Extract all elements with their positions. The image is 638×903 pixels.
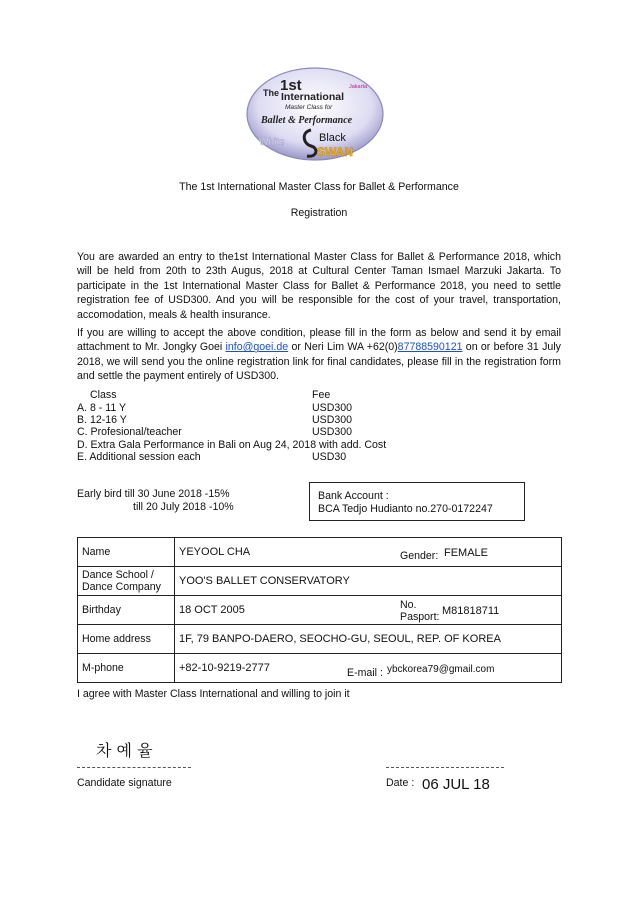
date-label: Date : [386,777,415,789]
date-value[interactable]: 06 JUL 18 [422,776,490,793]
candidate-signature-mark: 차 예 율 [96,741,153,760]
early-bird-line-2: till 20 July 2018 -10% [133,501,234,513]
logo-black: Black [319,132,346,144]
candidate-signature-label: Candidate signature [77,777,172,789]
form-row-name [78,538,562,567]
logo-white: White [259,137,285,148]
phone-label: M-phone [78,654,175,683]
email-value[interactable]: ybckorea79@gmail.com [387,664,495,675]
phone-cell [175,654,562,683]
form-row-address [78,625,562,654]
logo-swan: SWAN [317,145,353,159]
email-label: E-mail : [347,667,383,679]
logo-the: The [263,88,280,98]
instructions-text-3: on or before 31 July 2018, we will send you the online registration link for final candidates, please fill in the registration form and settle the payment entirely of USD300. [77,341,561,383]
address-label: Home address [78,625,175,654]
logo-city: Jakarta [349,84,368,90]
fee-row-class: B. 12-16 Y [77,414,127,426]
date-line [386,767,504,768]
fee-row-value: USD300 [312,402,353,414]
logo-ballet-performance: Ballet & Performance [261,115,353,126]
bank-account-details: BCA Tedjo Hudianto no.270-0172247 [318,503,493,515]
gender-label: Gender: [400,550,439,562]
fee-row-value: USD300 [312,426,353,438]
email-link[interactable]: info@goei.de [225,341,289,354]
instructions-paragraph [77,326,561,384]
birthday-label: Birthday [78,596,175,625]
fee-row-class: A. 8 - 11 Y [77,402,127,414]
form-row-birthday [78,596,562,625]
passport-value[interactable]: M81818711 [442,605,500,617]
fee-row-value: USD30 [312,451,347,463]
signature-line [77,767,191,768]
address-cell [175,625,562,654]
fee-row-class: E. Additional session each [77,451,201,463]
early-bird-line-1: Early bird till 30 June 2018 -15% [77,488,230,500]
school-cell [175,567,562,596]
instructions-text-2: or Neri Lim WA +62(0) [288,341,398,354]
passport-label: No. Pasport: [400,599,440,623]
bank-account-box [309,482,525,521]
agreement-text: I agree with Master Class International and willing to join it [77,688,350,700]
form-row-school [78,567,562,596]
bank-account-label: Bank Account : [318,490,389,502]
address-value[interactable]: 1F, 79 BANPO-DAERO, SEOCHO-GU, SEOUL, REP. OF KOREA [179,633,501,645]
instructions-text-1: If you are willing to accept the above condition, please fill in the form as below and send it by email attachment to Mr. Jongky Goei [77,327,561,354]
fee-row-value: USD300 [312,414,353,426]
fee-row-class: D. Extra Gala Performance in Bali on Aug 24, 2018 with add. Cost [77,439,387,451]
name-value[interactable]: YEYOOL CHA [179,546,251,558]
page-title: The 1st International Master Class for Ballet & Performance [179,181,459,193]
fee-row-class: C. Profesional/teacher [77,426,182,438]
school-label: Dance School / Dance Company [78,567,175,596]
birthday-cell [175,596,562,625]
registration-form [77,537,562,683]
logo-master-class: Master Class for [285,104,333,111]
logo-international: International [281,91,345,103]
event-logo [245,66,385,162]
page-subtitle: Registration [290,207,348,219]
logo-1st: 1st [280,77,302,94]
name-cell [175,538,562,567]
intro-paragraph: You are awarded an entry to the1st International Master Class for Ballet & Performance 2018, which will be held from 20th to 23th Augus, 2018 at Cultural Center Taman Ismael Marzuki Jakarta. To participate in the 1st International Master Class for Ballet & Performance 2018, you need to settle registration fee of USD300. And you will be responsible for the cost of your travel, transportation, accomodation, meals & health insurance. [77,251,561,321]
fee-header: Fee [312,389,331,401]
class-header: Class [90,389,117,401]
form-row-phone [78,654,562,683]
phone-link[interactable]: 87788590121 [397,341,463,354]
phone-value[interactable]: +82-10-9219-2777 [179,662,270,674]
birthday-value[interactable]: 18 OCT 2005 [179,604,245,616]
school-value[interactable]: YOO'S BALLET CONSERVATORY [179,575,350,587]
gender-value[interactable]: FEMALE [444,547,489,559]
name-label: Name [78,538,175,567]
